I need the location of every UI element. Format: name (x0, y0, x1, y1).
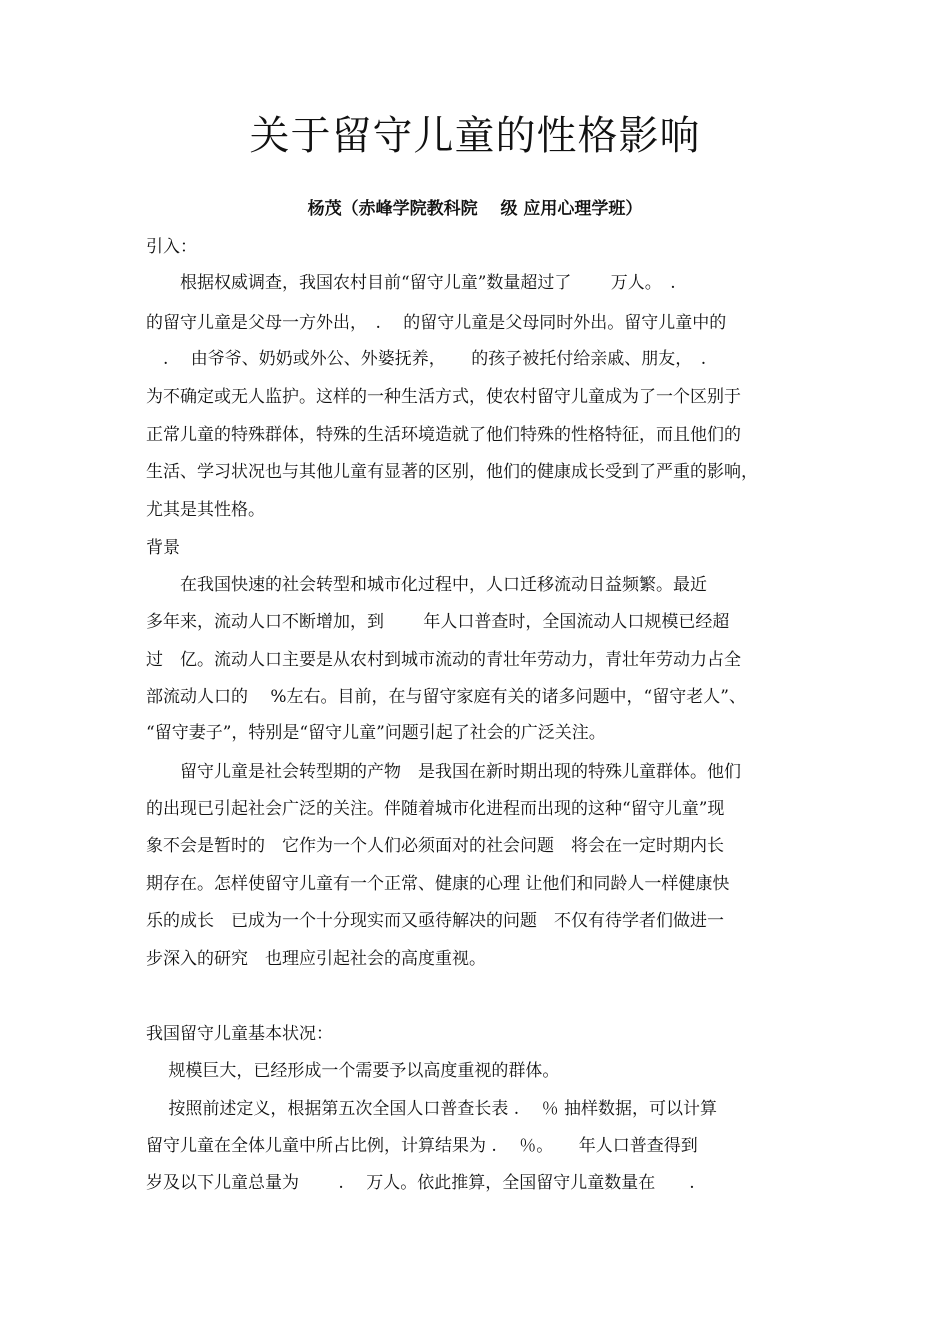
body-line: 岁及以下儿童总量为 . 万人。依此推算，全国留守儿童数量在 . (146, 1173, 695, 1193)
body-line: 留守儿童在全体儿童中所占比例，计算结果为 . ％。 年人口普查得到 (146, 1136, 698, 1156)
body-line: 的出现已引起社会广泛的关注。伴随着城市化进程而出现的这种“留守儿童”现 (146, 799, 725, 819)
body-line: 留守儿童是社会转型期的产物 是我国在新时期出现的特殊儿童群体。他们 (146, 762, 741, 782)
body-line: 多年来，流动人口不断增加，到 年人口普查时，全国流动人口规模已经超 (146, 612, 730, 632)
body-line: 生活、学习状况也与其他儿童有显著的区别，他们的健康成长受到了严重的影响， (146, 462, 758, 482)
body-line: “留守妻子”，特别是“留守儿童”问题引起了社会的广泛关注。 (146, 723, 606, 743)
body-line: 部流动人口的 %左右。目前，在与留守家庭有关的诸多问题中，“留守老人”、 (146, 687, 746, 707)
section-heading-background: 背景 (146, 538, 180, 558)
body-line: 为不确定或无人监护。这样的一种生活方式，使农村留守儿童成为了一个区别于 (146, 387, 741, 407)
body-line: 尤其是其性格。 (146, 500, 265, 520)
body-line: 在我国快速的社会转型和城市化过程中，人口迁移流动日益频繁。最近 (146, 575, 707, 595)
section-heading-intro: 引入： (146, 237, 197, 257)
body-line: 根据权威调查，我国农村目前“留守儿童”数量超过了 万人。 . (146, 273, 676, 293)
body-line: 乐的成长 已成为一个十分现实而又亟待解决的问题 不仅有待学者们做进一 (146, 911, 724, 931)
section-heading-status: 我国留守儿童基本状况： (146, 1024, 333, 1044)
body-line: . 由爷爷、奶奶或外公、外婆抚养， 的孩子被托付给亲戚、朋友， . (146, 349, 707, 369)
document-title: 关于留守儿童的性格影响 (249, 113, 701, 159)
body-line: 的留守儿童是父母一方外出， . 的留守儿童是父母同时外出。留守儿童中的 (146, 313, 727, 333)
body-line: 按照前述定义，根据第五次全国人口普查长表 . ％ 抽样数据，可以计算 (146, 1099, 718, 1119)
body-line: 期存在。怎样使留守儿童有一个正常、健康的心理 让他们和同龄人一样健康快 (146, 874, 730, 894)
body-line: 正常儿童的特殊群体，特殊的生活环境造就了他们特殊的性格特征，而且他们的 (146, 425, 741, 445)
body-line: 步深入的研究 也理应引起社会的高度重视。 (146, 949, 486, 969)
body-line: 规模巨大，已经形成一个需要予以高度重视的群体。 (146, 1061, 560, 1081)
body-line: 象不会是暂时的 它作为一个人们必须面对的社会问题 将会在一定时期内长 (146, 836, 724, 856)
author-line: 杨茂（赤峰学院教科院 级 应用心理学班） (307, 199, 643, 219)
body-line: 过 亿。流动人口主要是从农村到城市流动的青壮年劳动力，青壮年劳动力占全 (146, 650, 741, 670)
